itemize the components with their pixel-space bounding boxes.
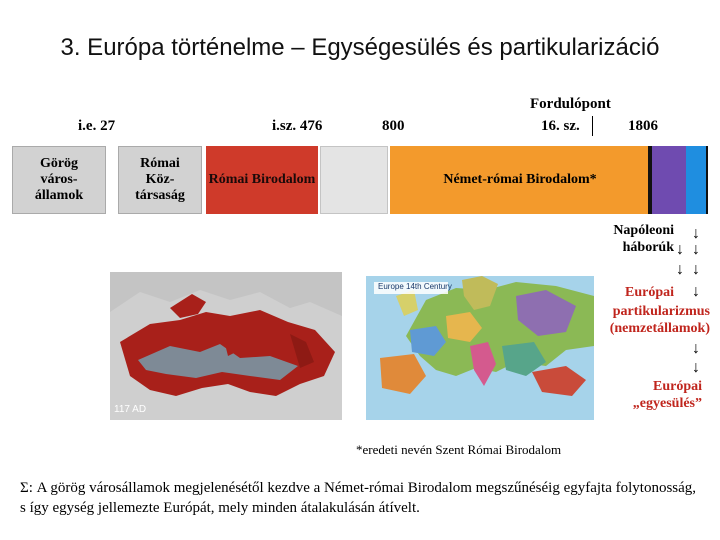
period-greek-city-states	[12, 146, 106, 214]
period-gap	[320, 146, 388, 214]
unification-line: Európai	[652, 379, 702, 394]
tick-476: i.sz. 476	[272, 118, 323, 134]
divider-end	[706, 146, 708, 214]
period-roman-empire	[206, 146, 318, 214]
down-arrow-icon: ↓	[692, 283, 700, 300]
down-arrow-icon: ↓	[692, 225, 700, 242]
period-label: Görög város-államok	[34, 156, 84, 203]
page-title: 3. Európa történelme – Egységesülés és partikularizáció	[60, 34, 660, 61]
footnote: *eredeti nevén Szent Római Birodalom	[356, 442, 562, 457]
summary-text: Σ: A görög városállamok megjelenésétől kezdve a Német-római Birodalom megszűnéséig egyfajta folytonosság, s így egység jellemezte Európát, mely minden átalakulásán átívelt.	[20, 480, 697, 516]
period-holy-roman-empire	[390, 146, 650, 214]
period-roman-republic	[118, 146, 202, 214]
napoleonic-wars-text: Napóleoni háborúk	[613, 223, 674, 255]
roman-empire-map-graphic	[110, 272, 342, 420]
tick-1806: 1806	[628, 118, 658, 134]
period-label: Római Köz-társaság	[135, 156, 185, 203]
down-arrow-icon: ↓	[692, 340, 700, 357]
particularism-line: (nemzetállamok)	[609, 321, 710, 336]
tick-turning-point: Fordulópont	[530, 96, 611, 112]
napoleonic-wars-label	[590, 222, 674, 256]
europe-map-graphic	[366, 276, 594, 420]
period-blue	[686, 146, 706, 214]
tick-800: 800	[382, 118, 405, 134]
europe-14th-century-map	[366, 276, 594, 420]
particularism-line: Európai	[624, 285, 674, 300]
down-arrow-icon: ↓	[676, 261, 684, 278]
period-label: Római Birodalom	[208, 172, 316, 187]
tick-27bc: i.e. 27	[78, 118, 116, 134]
europe-map-caption: Europe 14th Century	[378, 282, 452, 291]
down-arrow-icon: ↓	[692, 241, 700, 258]
unification-line: „egyesülés”	[632, 396, 702, 411]
down-arrow-icon: ↓	[692, 359, 700, 376]
tick-16th-century: 16. sz.	[541, 118, 580, 134]
roman-map-caption: 117 AD	[114, 404, 147, 415]
down-arrow-icon: ↓	[676, 241, 684, 258]
down-arrow-icon: ↓	[692, 261, 700, 278]
particularism-line: partikularizmus	[612, 304, 710, 319]
roman-empire-map	[110, 272, 342, 420]
period-label: Német-római Birodalom*	[443, 172, 597, 187]
period-purple	[652, 146, 686, 214]
turning-point-marker	[592, 116, 593, 136]
